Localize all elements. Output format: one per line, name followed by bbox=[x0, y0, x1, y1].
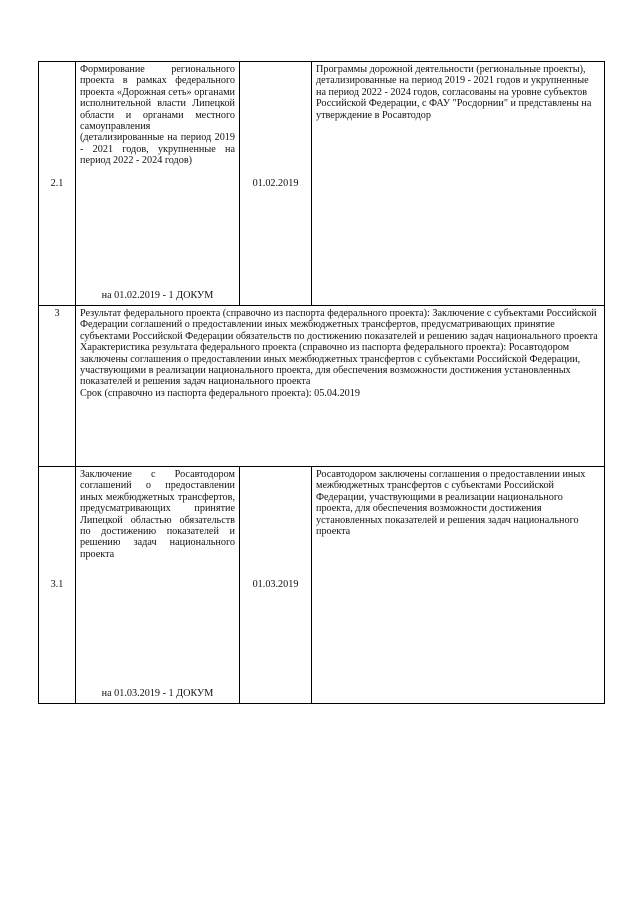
description-text: Формирование регионального проекта в рамках федерального проекта «Дорожная сеть» органами исполнительной власти Липецкой области и органами местного самоуправления (детализированные на период 2019 - 2021 годов, укрупненные на период 2022 - 2024 годов) bbox=[80, 64, 235, 167]
description-cell bbox=[76, 467, 240, 704]
table-row bbox=[39, 62, 605, 306]
description-text: Заключение с Росавтодором соглашений о предоставлении иных межбюджетных трансфертов, предусматривающих принятие Липецкой областью обязательств по достижению показателей и решению задач национального проекта bbox=[80, 469, 235, 560]
federal-result-characteristic: Характеристика результата федерального проекта (справочно из паспорта федерального проекта): Росавтодором заключены соглашения о предоставлении иных межбюджетных трансфертов с субъектами Российской Федерации, участвующими в реализации национального проекта, для обеспечения возможности достижения установленных показателей и решения задач национального проекта bbox=[80, 342, 581, 388]
due-date: 01.03.2019 bbox=[240, 467, 312, 704]
result-text: Программы дорожной деятельности (региональные проекты), детализированные на период 2019 - 2021 годов и укрупненные на период 2022 - 2024 годов, согласованы на уровне субъектов Российской Федерации, с ФАУ "Росдорнии" и представлены на утверждение в Росавтодор bbox=[316, 64, 592, 121]
federal-result-deadline: Срок (справочно из паспорта федерального проекта): 05.04.2019 bbox=[80, 387, 360, 399]
row-number: 3 bbox=[39, 306, 76, 467]
federal-result-line: Результат федерального проекта (справочно из паспорта федерального проекта): Заключение с субъектами Российской Федерации соглашений о предоставлении иных межбюджетных трансфертов, предусматривающих принятие субъектами Российской Федерации обязательств по достижению показателей и решению задач национального проекта bbox=[80, 308, 598, 342]
row-number: 3.1 bbox=[39, 467, 76, 704]
table-row bbox=[39, 306, 605, 467]
document-count: на 01.03.2019 - 1 ДОКУМ bbox=[101, 687, 214, 699]
document-count: на 01.02.2019 - 1 ДОКУМ bbox=[101, 289, 214, 301]
document-table bbox=[38, 61, 605, 704]
row-number: 2.1 bbox=[39, 62, 76, 306]
result-cell bbox=[312, 62, 605, 306]
federal-result-cell bbox=[76, 306, 605, 467]
result-cell bbox=[312, 467, 605, 704]
due-date: 01.02.2019 bbox=[240, 62, 312, 306]
table-row bbox=[39, 467, 605, 704]
result-text: Росавтодором заключены соглашения о предоставлении иных межбюджетных трансфертов с субъектами Российской Федерации, участвующими в реализации национального проекта, для обеспечения возможности достижения установленных показателей и решения задач национального проекта bbox=[316, 469, 586, 538]
description-cell bbox=[76, 62, 240, 306]
